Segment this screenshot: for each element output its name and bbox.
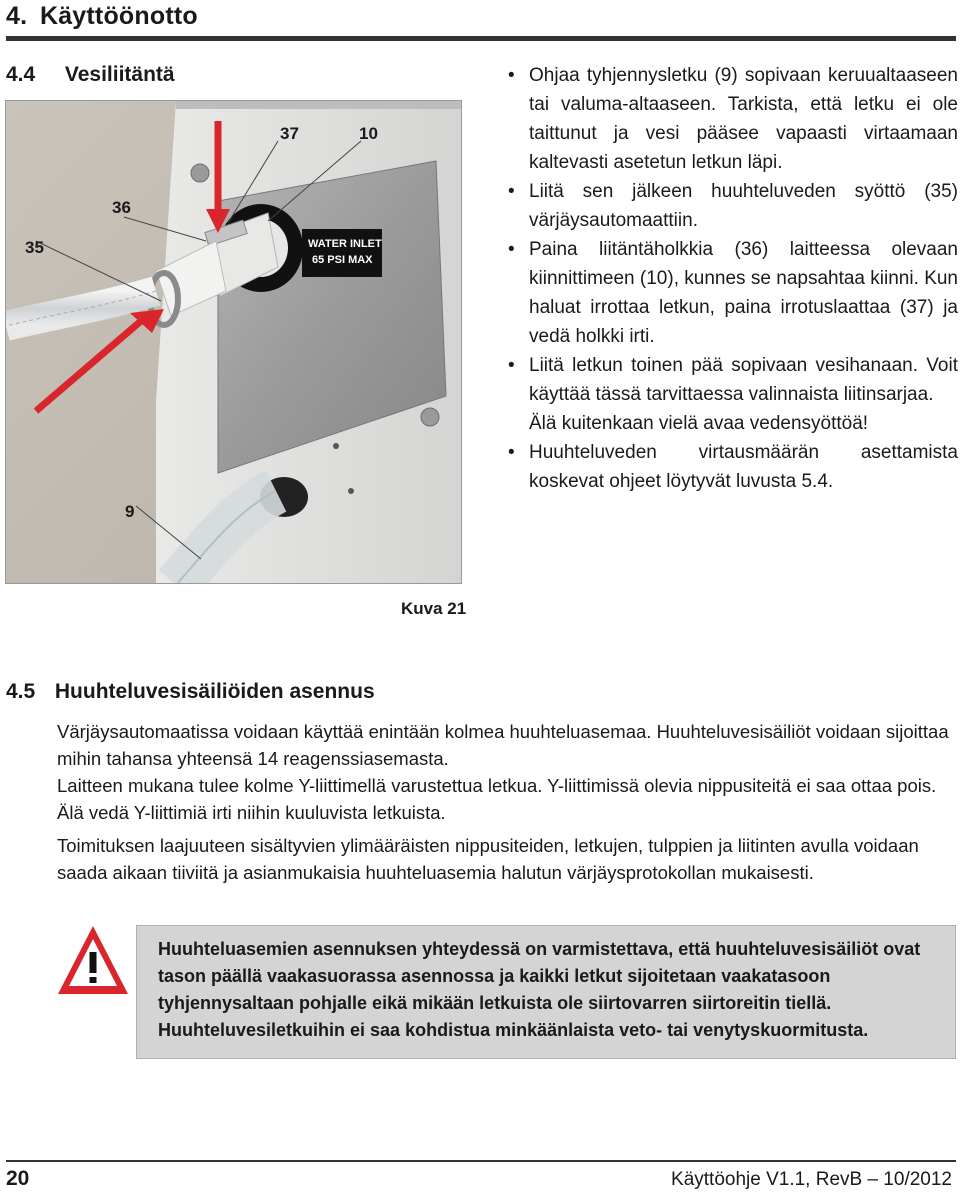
callout-35: 35: [25, 238, 44, 257]
page-number: 20: [6, 1167, 30, 1190]
footer-rule: [6, 1160, 956, 1162]
plate-text-line2: 65 PSI MAX: [312, 254, 373, 266]
plate-text-line1: WATER INLET: [308, 238, 382, 250]
bullet-text: Liitä letkun toinen pää sopivaan vesihanaan. Voit käyttää tässä tarvittaessa valinnaista liitinsarjaa.: [529, 355, 958, 405]
callout-36: 36: [112, 198, 131, 217]
section-number: 4.4: [6, 63, 36, 86]
bullet-text: Ohjaa tyhjennysletku (9) sopivaan keruualtaaseen tai valuma-altaaseen. Tarkista, että letku ei ole taittunut ja vesi pääsee vapaasti virtaamaan kaltevasti asetetun letkun läpi.: [529, 65, 958, 173]
list-item: [508, 61, 958, 177]
paragraph: Toimituksen laajuuteen sisältyvien ylimääräisten nippusiteiden, letkujen, tulppien ja liitinten avulla voidaan saada aikaan tiiviitä ja asianmukaisia huuhteluasemia halutun värjäysprotokollan mukaisesti.: [57, 835, 919, 883]
list-item: [508, 235, 958, 351]
list-item: [508, 177, 958, 235]
water-inlet-illustration: [6, 101, 462, 584]
bullet-text: Huuhteluveden virtausmäärän asettamista koskevat ohjeet löytyvät luvusta 5.4.: [529, 442, 958, 492]
warning-triangle-icon: [55, 922, 131, 998]
header-rule: [6, 36, 956, 41]
callout-9: 9: [125, 502, 135, 521]
section-4-4-heading: [6, 63, 175, 87]
figure-caption: Kuva 21: [401, 599, 467, 618]
callout-10: 10: [359, 124, 378, 143]
warning-box: Huuhteluasemien asennuksen yhteydessä on varmistettava, että huuhteluvesisäiliöt ovat tason päällä vaakasuorassa asennossa ja kaikki letkut sijoitetaan vaakatasoon tyhjennysaltaan pohjalle eikä mikään letkuista ole siirtovarren siirtoreitin tiellä. Huuhteluvesiletkuihin ei saa kohdistua minkäänlaista veto- tai venytyskuormitusta.: [136, 925, 956, 1059]
section-number: 4.5: [6, 680, 36, 703]
section-title: Huuhteluvesisäiliöiden asennus: [54, 680, 375, 703]
list-item: [508, 351, 958, 438]
figure-water-inlet-photo: [5, 100, 462, 584]
list-item: [508, 438, 958, 496]
bullet-text: Liitä sen jälkeen huuhteluveden syöttö (35) värjäysautomaattiin.: [529, 181, 958, 231]
document-reference: Käyttöohje V1.1, RevB – 10/2012: [671, 1169, 952, 1190]
callout-37: 37: [280, 124, 299, 143]
section-title: Vesiliitäntä: [64, 63, 175, 86]
bullet-subtext: Älä kuitenkaan vielä avaa vedensyöttöä!: [529, 413, 869, 434]
chapter-title: 4. Käyttöönotto: [6, 2, 198, 30]
paragraph: Värjäysautomaatissa voidaan käyttää enintään kolmea huuhteluasemaa. Huuhteluvesisäiliöt voidaan sijoittaa mihin tahansa yhteensä 14 reagenssiasemasta.: [57, 721, 949, 769]
paragraph: Laitteen mukana tulee kolme Y-liittimellä varustettua letkua. Y-liittimissä olevia nippusiteitä ei saa ottaa pois. Älä vedä Y-liittimiä irti niihin kuuluvista letkuista.: [57, 775, 937, 823]
bullet-text: Paina liitäntäholkkia (36) laitteessa olevaan kiinnittimeen (10), kunnes se napsahtaa kiinni. Kun haluat irrottaa letkun, paina irrotuslaattaa (37) ja vedä holkki irti.: [529, 239, 958, 347]
section-4-5-heading: [6, 680, 375, 704]
instruction-list: [508, 61, 958, 496]
